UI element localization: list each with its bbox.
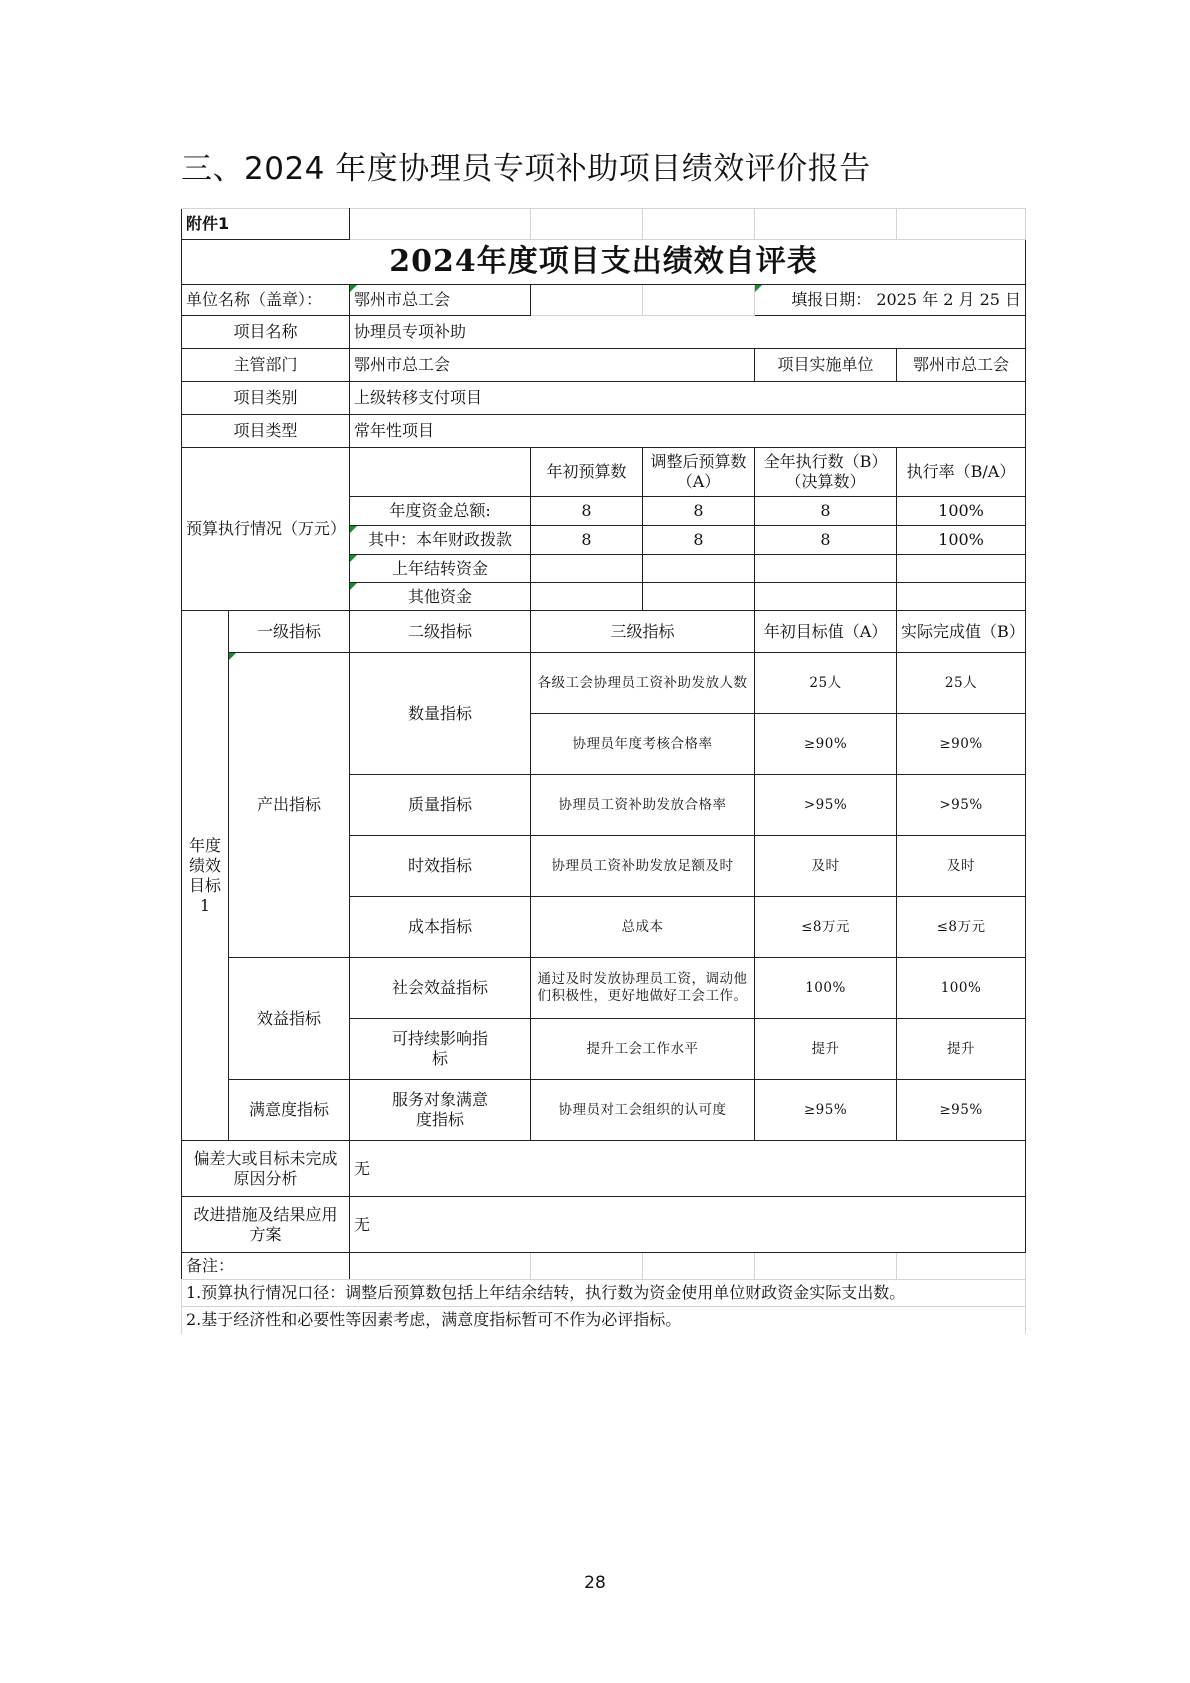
actual-value: 100% bbox=[897, 958, 1026, 1019]
targets-header: 年初目标值（A） bbox=[755, 611, 897, 653]
budget-header: 全年执行数（B）（决算数） bbox=[755, 448, 897, 497]
level3-indicator: 协理员工资补助发放足额及时 bbox=[531, 836, 755, 897]
actual-value: 提升 bbox=[897, 1019, 1026, 1080]
level2-indicator: 可持续影响指标 bbox=[350, 1019, 531, 1080]
level2-indicator: 时效指标 bbox=[350, 836, 531, 897]
level3-indicator: 总成本 bbox=[531, 897, 755, 958]
attachment-label: 附件1 bbox=[182, 209, 350, 240]
impl-unit-value: 鄂州市总工会 bbox=[897, 349, 1026, 382]
improvement-value: 无 bbox=[350, 1197, 1026, 1253]
level3-indicator: 提升工会工作水平 bbox=[531, 1019, 755, 1080]
level3-indicator: 协理员年度考核合格率 bbox=[531, 714, 755, 775]
level3-indicator: 协理员对工会组织的认可度 bbox=[531, 1080, 755, 1141]
page-heading: 三、2024 年度协理员专项补助项目绩效评价报告 bbox=[181, 151, 871, 187]
page-number: 28 bbox=[584, 1573, 606, 1593]
self-evaluation-form bbox=[181, 208, 1025, 1334]
budget-cell: 8 bbox=[643, 526, 755, 555]
unit-label: 单位名称（盖章）： bbox=[182, 285, 350, 316]
notes-label: 备注： bbox=[182, 1253, 350, 1280]
budget-header: 年初预算数 bbox=[531, 448, 643, 497]
targets-header: 二级指标 bbox=[350, 611, 531, 653]
deviation-value: 无 bbox=[350, 1141, 1026, 1197]
type-label: 项目类型 bbox=[182, 415, 350, 448]
budget-section-label: 预算执行情况（万元） bbox=[182, 448, 350, 611]
budget-cell: 8 bbox=[531, 526, 643, 555]
type-value: 常年性项目 bbox=[350, 415, 1026, 448]
actual-value: 25人 bbox=[897, 653, 1026, 714]
budget-header: 调整后预算数（A） bbox=[643, 448, 755, 497]
budget-header: 执行率（B/A） bbox=[897, 448, 1026, 497]
actual-value: ≥90% bbox=[897, 714, 1026, 775]
budget-cell: 100% bbox=[897, 497, 1026, 526]
level1-indicator: 效益指标 bbox=[229, 958, 350, 1080]
targets-section-label: 年度绩效目标1 bbox=[182, 611, 229, 1141]
level1-indicator: 满意度指标 bbox=[229, 1080, 350, 1141]
budget-cell: 8 bbox=[531, 497, 643, 526]
budget-cell bbox=[897, 555, 1026, 583]
budget-cell: 100% bbox=[897, 526, 1026, 555]
targets-header: 三级指标 bbox=[531, 611, 755, 653]
target-value: 及时 bbox=[755, 836, 897, 897]
project-name-value: 协理员专项补助 bbox=[350, 316, 1026, 349]
actual-value: ≥95% bbox=[897, 1080, 1026, 1141]
budget-row-label: 其中：本年财政拨款 bbox=[350, 526, 531, 555]
level2-indicator: 成本指标 bbox=[350, 897, 531, 958]
budget-row-label: 其他资金 bbox=[350, 583, 531, 611]
budget-cell: 8 bbox=[755, 526, 897, 555]
budget-cell bbox=[755, 583, 897, 611]
budget-cell bbox=[755, 555, 897, 583]
improvement-label: 改进措施及结果应用方案 bbox=[182, 1197, 350, 1253]
target-value: 提升 bbox=[755, 1019, 897, 1080]
budget-cell: 8 bbox=[755, 497, 897, 526]
targets-header: 实际完成值（B） bbox=[897, 611, 1026, 653]
category-label: 项目类别 bbox=[182, 382, 350, 415]
target-value: 25人 bbox=[755, 653, 897, 714]
actual-value: ≤8万元 bbox=[897, 897, 1026, 958]
budget-cell bbox=[643, 555, 755, 583]
unit-value: 鄂州市总工会 bbox=[350, 285, 531, 316]
impl-unit-label: 项目实施单位 bbox=[755, 349, 897, 382]
form-title: 2024年度项目支出绩效自评表 bbox=[182, 240, 1026, 285]
budget-cell bbox=[531, 583, 643, 611]
level3-indicator: 通过及时发放协理员工资，调动他们积极性，更好地做好工会工作。 bbox=[531, 958, 755, 1019]
deviation-label: 偏差大或目标未完成原因分析 bbox=[182, 1141, 350, 1197]
dept-label: 主管部门 bbox=[182, 349, 350, 382]
target-value: ≥90% bbox=[755, 714, 897, 775]
target-value: ≤8万元 bbox=[755, 897, 897, 958]
level2-indicator: 服务对象满意度指标 bbox=[350, 1080, 531, 1141]
report-date: 填报日期： 2025 年 2 月 25 日 bbox=[755, 285, 1026, 316]
project-name-label: 项目名称 bbox=[182, 316, 350, 349]
note-2: 2.基于经济性和必要性等因素考虑，满意度指标暂可不作为必评指标。 bbox=[182, 1307, 1026, 1334]
target-row bbox=[182, 958, 1026, 1019]
target-row bbox=[182, 653, 1026, 714]
level1-indicator: 产出指标 bbox=[229, 653, 350, 958]
level3-indicator: 协理员工资补助发放合格率 bbox=[531, 775, 755, 836]
target-value: 100% bbox=[755, 958, 897, 1019]
actual-value: >95% bbox=[897, 775, 1026, 836]
targets-header: 一级指标 bbox=[229, 611, 350, 653]
actual-value: 及时 bbox=[897, 836, 1026, 897]
level3-indicator: 各级工会协理员工资补助发放人数 bbox=[531, 653, 755, 714]
evaluation-table bbox=[181, 208, 1026, 1334]
level2-indicator: 社会效益指标 bbox=[350, 958, 531, 1019]
category-value: 上级转移支付项目 bbox=[350, 382, 1026, 415]
budget-cell: 8 bbox=[643, 497, 755, 526]
dept-value: 鄂州市总工会 bbox=[350, 349, 755, 382]
level2-indicator: 质量指标 bbox=[350, 775, 531, 836]
budget-cell bbox=[643, 583, 755, 611]
budget-row-label: 年度资金总额: bbox=[350, 497, 531, 526]
target-value: >95% bbox=[755, 775, 897, 836]
target-value: ≥95% bbox=[755, 1080, 897, 1141]
budget-cell bbox=[897, 583, 1026, 611]
budget-row-label: 上年结转资金 bbox=[350, 555, 531, 583]
level2-indicator: 数量指标 bbox=[350, 653, 531, 775]
budget-cell bbox=[531, 555, 643, 583]
target-row bbox=[182, 1080, 1026, 1141]
note-1: 1.预算执行情况口径：调整后预算数包括上年结余结转，执行数为资金使用单位财政资金实际支出数。 bbox=[182, 1280, 1026, 1307]
